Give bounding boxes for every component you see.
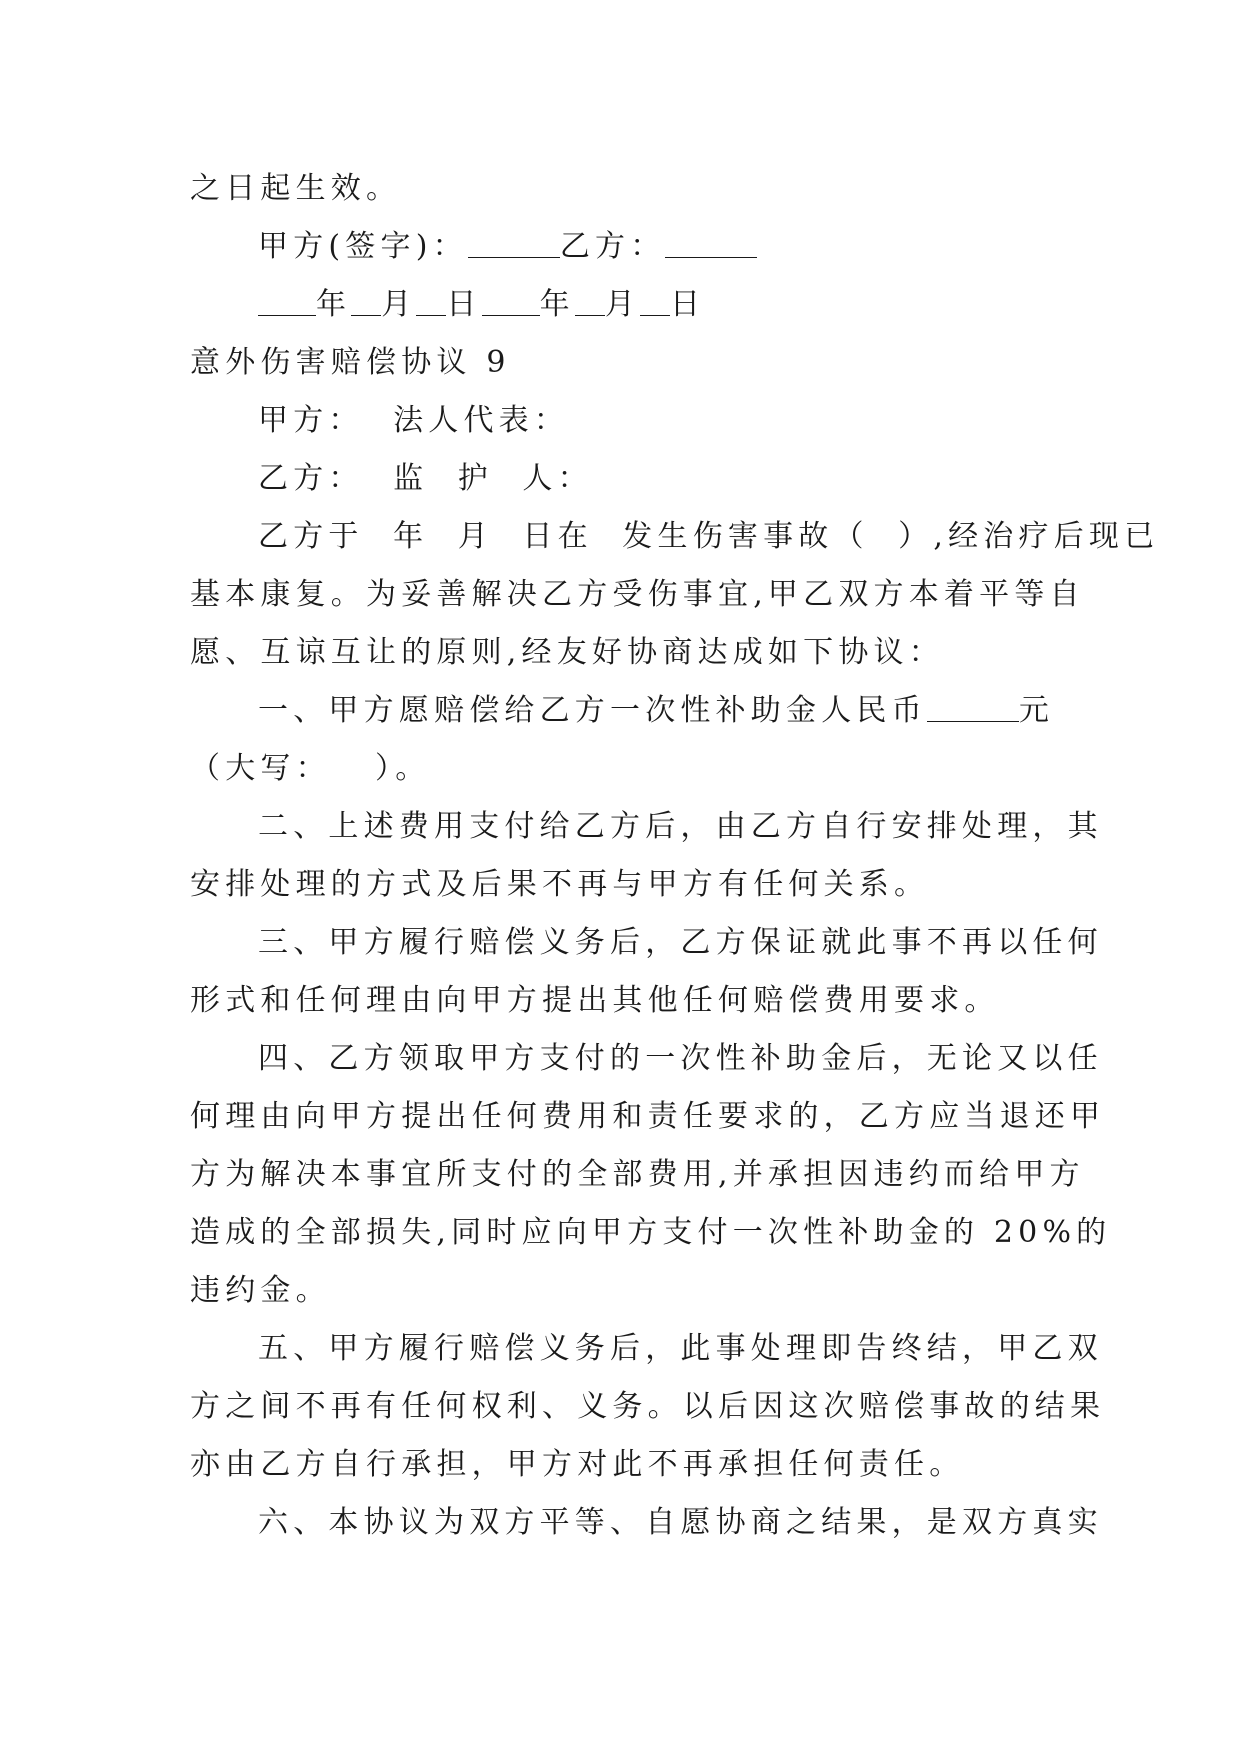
clause-6-text: 六、本协议为双方平等、自愿协商之结果，是双方真实 <box>258 1505 1103 1540</box>
clause-4-text: 方为解决本事宜所支付的全部费用,并承担因违约而给甲方 <box>190 1157 1085 1192</box>
clause-4-text: 违约金。 <box>190 1273 331 1308</box>
party-b-label: 乙方： 监 护 人： <box>258 461 593 496</box>
paragraph-text: 乙方于 年 月 日在 发生伤害事故（ ）,经治疗后现已 <box>258 519 1160 554</box>
party-b-line <box>190 450 1052 508</box>
party-a-label: 甲方： 法人代表： <box>258 403 570 438</box>
clause-4-text: 四、乙方领取甲方支付的一次性补助金后，无论又以任 <box>258 1041 1103 1076</box>
text-line <box>190 160 1052 218</box>
text-line <box>190 1030 1103 1088</box>
year-blank <box>482 285 540 316</box>
text-line <box>190 1146 1085 1204</box>
party-b-signature-label: 乙方： <box>559 229 666 264</box>
clause-3-text: 形式和任何理由向甲方提出其他任何赔偿费用要求。 <box>190 983 1000 1018</box>
month-label: 月 <box>604 287 641 322</box>
agreement-title: 意外伤害赔偿协议 9 <box>190 345 511 380</box>
clause-5-text: 五、甲方履行赔偿义务后，此事处理即告终结，甲乙双 <box>258 1331 1103 1366</box>
day-blank <box>640 285 670 316</box>
month-blank <box>575 285 605 316</box>
text-line <box>190 1436 1052 1494</box>
day-blank <box>416 285 446 316</box>
day-label: 日 <box>446 287 482 322</box>
text-line <box>190 566 1085 624</box>
paragraph-text: 基本康复。为妥善解决乙方受伤事宜,甲乙双方本着平等自 <box>190 577 1085 612</box>
document-page <box>190 160 1160 1552</box>
year-blank <box>258 285 316 316</box>
amount-blank <box>927 691 1019 722</box>
text-line <box>190 508 1160 566</box>
party-b-signature-blank <box>665 227 757 258</box>
text-line <box>190 740 1052 798</box>
day-label: 日 <box>670 287 706 322</box>
signature-line <box>190 218 1052 276</box>
clause-4-text: 何理由向甲方提出任何费用和责任要求的，乙方应当退还甲 <box>190 1099 1106 1134</box>
text-line <box>190 1262 1052 1320</box>
clause-5-text: 亦由乙方自行承担，甲方对此不再承担任何责任。 <box>190 1447 965 1482</box>
section-title <box>190 334 1052 392</box>
text-line <box>190 914 1103 972</box>
year-label: 年 <box>316 287 352 322</box>
month-label: 月 <box>381 287 417 322</box>
clause-1-text: 一、甲方愿赔偿给乙方一次性补助金人民币 <box>258 693 927 728</box>
clause-3-text: 三、甲方履行赔偿义务后，乙方保证就此事不再以任何 <box>258 925 1103 960</box>
month-blank <box>351 285 381 316</box>
amount-in-words: （大写： ）。 <box>190 751 431 786</box>
text-line <box>190 798 1103 856</box>
text-line <box>190 1088 1106 1146</box>
paragraph-text: 愿、互谅互让的原则,经友好协商达成如下协议： <box>190 635 944 670</box>
party-a-line <box>190 392 1052 450</box>
party-a-signature-label: 甲方(签字)： <box>258 229 468 264</box>
text-line <box>190 972 1052 1030</box>
currency-unit: 元 <box>1018 693 1055 728</box>
clause-2-text: 二、上述费用支付给乙方后，由乙方自行安排处理，其 <box>258 809 1103 844</box>
date-line <box>190 276 1052 334</box>
clause-2-text: 安排处理的方式及后果不再与甲方有任何关系。 <box>190 867 930 902</box>
text-line <box>190 1494 1103 1552</box>
text-line <box>190 1204 1112 1262</box>
clause-1-line <box>190 682 1055 740</box>
clause-5-text: 方之间不再有任何权利、义务。以后因这次赔偿事故的结果 <box>190 1389 1106 1424</box>
clause-4-text: 造成的全部损失,同时应向甲方支付一次性补助金的 20%的 <box>190 1215 1112 1250</box>
text-line <box>190 1320 1103 1378</box>
text-line <box>190 624 1052 682</box>
year-label: 年 <box>539 287 575 322</box>
party-a-signature-blank <box>468 227 560 258</box>
text-line <box>190 1378 1106 1436</box>
clause-effective-text: 之日起生效。 <box>190 171 402 206</box>
text-line <box>190 856 1052 914</box>
